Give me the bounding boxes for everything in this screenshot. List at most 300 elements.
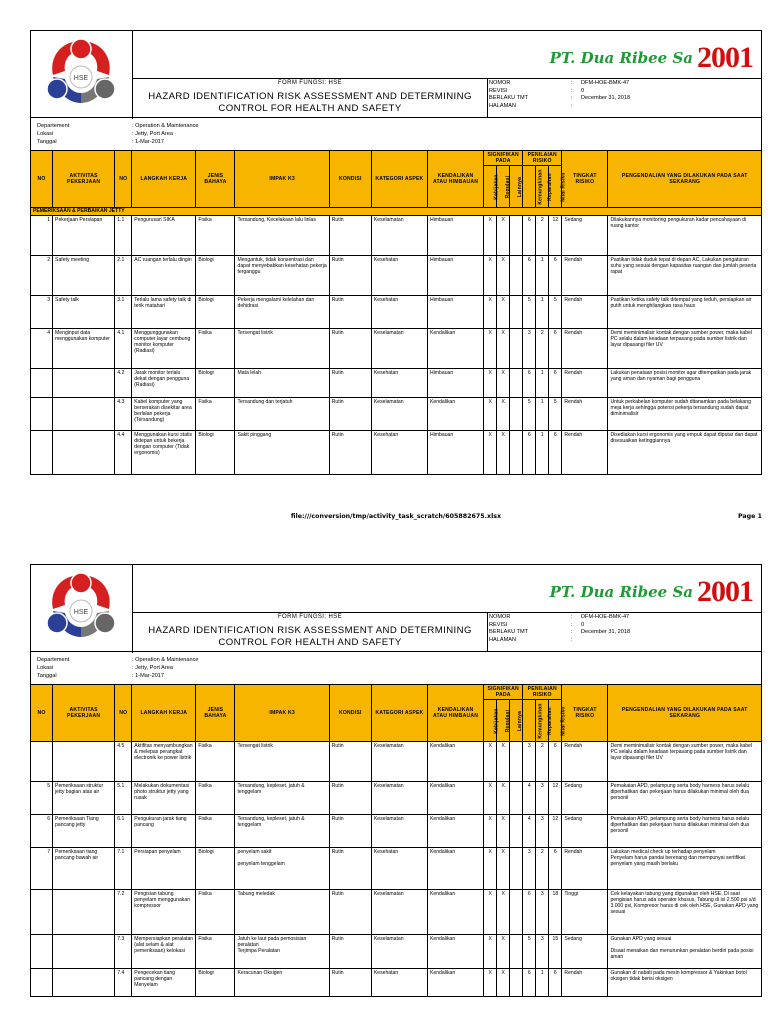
- cell-nr: 6: [549, 431, 562, 475]
- cell-rg: X: [497, 398, 510, 431]
- cell-impak: Keracunan Oksigen: [235, 969, 329, 997]
- cell-kategori: Keselamatan: [371, 398, 427, 431]
- cell-ln: [510, 329, 523, 369]
- col-impak: IMPAK K3: [235, 151, 329, 208]
- cell-nr: 6: [549, 848, 562, 890]
- col-kebijakan: Kebijakan: [484, 166, 497, 208]
- cell-tingkat: Rendah: [562, 296, 608, 329]
- cell-rg: X: [497, 815, 510, 848]
- table-row: [31, 398, 762, 431]
- table-row: [31, 329, 762, 369]
- col-regulasi: Regulasi: [497, 166, 510, 208]
- cell-kp: 1: [536, 969, 549, 997]
- cell-ln: [510, 398, 523, 431]
- cell-nr: 5: [549, 296, 562, 329]
- col-nilai: Nilai Risiko: [549, 166, 562, 208]
- cell-tingkat: Rendah: [562, 329, 608, 369]
- cell-nr: 12: [549, 815, 562, 848]
- cell-km: 3: [523, 742, 536, 782]
- cell-jenis: Biologi: [196, 256, 235, 296]
- cell-kategori: Keselamatan: [371, 815, 427, 848]
- cell-kb: X: [484, 890, 497, 935]
- cell-tingkat: Sedang: [562, 216, 608, 256]
- cell-no: 6: [31, 815, 53, 848]
- col-tingkat: TINGKAT RISIKO: [562, 685, 608, 742]
- cell-km: 6: [523, 969, 536, 997]
- cell-kendali: Kendalikan: [427, 890, 483, 935]
- cell-rg: X: [497, 296, 510, 329]
- table-row: [31, 782, 762, 815]
- info-block: Departement : Operation & Maintenance Lokasi : Jetty, Port Area Tanggal : 1-Mar-2017: [30, 652, 762, 712]
- form-header: [30, 564, 762, 652]
- cell-jenis: Biologi: [196, 969, 235, 997]
- col-langkah: LANGKAH KERJA: [132, 151, 196, 208]
- col-jenis: JENIS BAHAYA: [196, 685, 235, 742]
- cell-jenis: Biologi: [196, 848, 235, 890]
- cell-kendali: Kendalikan: [427, 398, 483, 431]
- cell-jenis: Fisika: [196, 782, 235, 815]
- cell-sub: 1.1: [115, 216, 132, 256]
- cell-kondisi: Rutin: [329, 329, 371, 369]
- cell-nr: 5: [549, 398, 562, 431]
- cell-no: [31, 369, 53, 398]
- cell-kendali: Himbauan: [427, 431, 483, 475]
- cell-rg: X: [497, 369, 510, 398]
- cell-kategori: Kesehatan: [371, 256, 427, 296]
- cell-kondisi: Rutin: [329, 256, 371, 296]
- cell-tingkat: Sedang: [562, 935, 608, 969]
- cell-impak: Mata lelah: [235, 369, 329, 398]
- cell-rg: X: [497, 329, 510, 369]
- cell-tingkat: Rendah: [562, 256, 608, 296]
- cell-tingkat: Sedang: [562, 815, 608, 848]
- cell-aktivitas: [53, 890, 115, 935]
- info-block: Departement : Operation & Maintenance Lokasi : Jetty, Port Area Tanggal : 1-Mar-2017: [30, 118, 762, 178]
- cell-ln: [510, 935, 523, 969]
- cell-kendali: Kendalikan: [427, 329, 483, 369]
- col-kondisi: KONDISI: [329, 685, 371, 742]
- cell-kendali: Himbauan: [427, 369, 483, 398]
- cell-impak: Tersandung dan terjatuh: [235, 398, 329, 431]
- cell-kendali: Himbauan: [427, 296, 483, 329]
- col-keparahan: Keparahan: [536, 166, 549, 208]
- cell-langkah: Pengecekan tiang pancang dengan Menyelam: [132, 969, 196, 997]
- cell-pengendalian: Pemakaian APD, pelampung serta body harness harus selalu diperhatikan dan pekerjaan harus dilakukan minimal oleh dua personil: [608, 782, 762, 815]
- cell-langkah: Kabel komputer yang berserakan disekitar area berlalan pekerja (Tersandung): [132, 398, 196, 431]
- cell-no: 1: [31, 216, 53, 256]
- cell-ln: [510, 256, 523, 296]
- cell-kp: 2: [536, 216, 549, 256]
- cell-aktivitas: [53, 742, 115, 782]
- svg-text:HSE: HSE: [73, 609, 89, 616]
- cell-kondisi: Rutin: [329, 296, 371, 329]
- cell-jenis: Biologi: [196, 369, 235, 398]
- cell-kategori: Keselamatan: [371, 890, 427, 935]
- document-meta: NOMOR : DFM-HOE-BMK-47 REVISI : 0 BERLAKU TMT : December 31, 2018 HALAMAN :: [489, 614, 631, 643]
- sheet-page-1: [30, 30, 762, 530]
- cell-kb: X: [484, 216, 497, 256]
- cell-kp: 1: [536, 296, 549, 329]
- cell-pengendalian: Pastikan ketika safety talk ditempat yang teduh, persiapkan air putih untuk menghilangkan rasa haus: [608, 296, 762, 329]
- cell-no: [31, 398, 53, 431]
- cell-langkah: Persiapan penyelam: [132, 848, 196, 890]
- col-no: NO: [31, 685, 53, 742]
- cell-kondisi: Rutin: [329, 398, 371, 431]
- cell-kb: X: [484, 296, 497, 329]
- cell-tingkat: Rendah: [562, 398, 608, 431]
- cell-sub: 6.1: [115, 815, 132, 848]
- cell-kategori: Kesehatan: [371, 848, 427, 890]
- cell-no: 2: [31, 256, 53, 296]
- cell-pengendalian: Cek kelayakan tabung yang digunakan oleh HSE, Di saat pengisian harus ada operator khusus, Tabung di isi 2.500 psi s/d 3.000 psi, Kompresor harus di cek oleh HSE, Gunakan APD yang sesuai: [608, 890, 762, 935]
- cell-jenis: Biologi: [196, 296, 235, 329]
- document-title: HAZARD IDENTIFICATION RISK ASSESSMENT AND DETERMINING CONTROL FOR HEALTH AND SAFETY: [148, 625, 472, 648]
- cell-km: 4: [523, 815, 536, 848]
- form-label: FORM FUNGSI: HSE: [277, 80, 343, 86]
- cell-kb: X: [484, 742, 497, 782]
- cell-kp: 3: [536, 890, 549, 935]
- cell-sub: 4.4: [115, 431, 132, 475]
- cell-km: 4: [523, 782, 536, 815]
- cell-no: 3: [31, 296, 53, 329]
- cell-sub: 2.1: [115, 256, 132, 296]
- col-kebijakan: Kebijakan: [484, 700, 497, 742]
- document-meta: NOMOR : DFM-HOE-BMK-47 REVISI : 0 BERLAKU TMT : December 31, 2018 HALAMAN :: [489, 80, 631, 109]
- col-kemungkinan: Kemungkinan: [523, 700, 536, 742]
- cell-sub: 7.3: [115, 935, 132, 969]
- col-langkah: LANGKAH KERJA: [132, 685, 196, 742]
- cell-nr: 6: [549, 256, 562, 296]
- col-penilaian: PENILAIAN RISIKO: [523, 685, 562, 700]
- cell-rg: X: [497, 782, 510, 815]
- cell-km: 6: [523, 431, 536, 475]
- cell-kondisi: Rutin: [329, 890, 371, 935]
- cell-kategori: Kesehatan: [371, 369, 427, 398]
- table-row: [31, 815, 762, 848]
- cell-kp: 2: [536, 329, 549, 369]
- col-no-langkah: NO: [115, 151, 132, 208]
- cell-sub: 4.1: [115, 329, 132, 369]
- cell-langkah: Pengisian tabung penyelam menggunakan kompressor: [132, 890, 196, 935]
- cell-kp: 3: [536, 782, 549, 815]
- cell-ln: [510, 890, 523, 935]
- cell-kategori: Keselamatan: [371, 742, 427, 782]
- cell-langkah: Melakukan dokumentasi photo struktur jetty yang rusak: [132, 782, 196, 815]
- cell-aktivitas: [53, 398, 115, 431]
- cell-kp: 3: [536, 935, 549, 969]
- cell-nr: 6: [549, 329, 562, 369]
- cell-nr: 6: [549, 742, 562, 782]
- col-tingkat: TINGKAT RISIKO: [562, 151, 608, 208]
- cell-pengendalian: Pemakaian APD, pelampung serta body harness harus selalu diperhatikan dan pekerjaan harus dilakukan minimal oleh dua personil: [608, 815, 762, 848]
- document-title: HAZARD IDENTIFICATION RISK ASSESSMENT AND DETERMINING CONTROL FOR HEALTH AND SAFETY: [148, 91, 472, 114]
- cell-kategori: Keselamatan: [371, 329, 427, 369]
- cell-impak: Sakit pinggang: [235, 431, 329, 475]
- cell-rg: X: [497, 742, 510, 782]
- cell-aktivitas: Safety talk: [53, 296, 115, 329]
- section-row: [31, 208, 762, 216]
- cell-aktivitas: [53, 935, 115, 969]
- form-label: FORM FUNGSI: HSE: [277, 614, 343, 620]
- cell-kp: 2: [536, 848, 549, 890]
- cell-rg: X: [497, 890, 510, 935]
- table-row: [31, 890, 762, 935]
- cell-langkah: AC ruangan terlalu dingin: [132, 256, 196, 296]
- col-keparahan: Keparahan: [536, 700, 549, 742]
- cell-langkah: Jarak monitor terlalu dekat dengan pengguna (Radiasi): [132, 369, 196, 398]
- cell-jenis: Fisika: [196, 815, 235, 848]
- cell-kp: 2: [536, 742, 549, 782]
- cell-aktivitas: [53, 369, 115, 398]
- cell-kondisi: Rutin: [329, 935, 371, 969]
- cell-pengendalian: Gunakan APD yang sesuai Disaat menaikan dan menurunkan peralatan berdiri pada posisi aman: [608, 935, 762, 969]
- cell-tingkat: Rendah: [562, 848, 608, 890]
- cell-jenis: Biologi: [196, 431, 235, 475]
- cell-sub: 7.2: [115, 890, 132, 935]
- cell-kendali: Himbauan: [427, 216, 483, 256]
- col-kemungkinan: Kemungkinan: [523, 166, 536, 208]
- cell-kendali: Kendalikan: [427, 815, 483, 848]
- cell-rg: X: [497, 431, 510, 475]
- table-row: [31, 848, 762, 890]
- cell-nr: 6: [549, 969, 562, 997]
- cell-kategori: Keselamatan: [371, 216, 427, 256]
- cell-km: 6: [523, 216, 536, 256]
- table-row: [31, 431, 762, 475]
- cell-ln: [510, 431, 523, 475]
- cell-kendali: Kendalikan: [427, 848, 483, 890]
- cell-kp: 1: [536, 398, 549, 431]
- cell-ln: [510, 369, 523, 398]
- cell-kb: X: [484, 782, 497, 815]
- cell-ln: [510, 848, 523, 890]
- cell-impak: Pekerja mengalami kelelahan dan dehidrasi: [235, 296, 329, 329]
- cell-no: 4: [31, 329, 53, 369]
- col-aktivitas: AKTIVITAS PEKERJAAN: [53, 151, 115, 208]
- company-name: PT. Dua Ribee Sa 2001: [549, 575, 753, 608]
- company-name: PT. Dua Ribee Sa 2001: [549, 41, 753, 74]
- cell-kondisi: Rutin: [329, 815, 371, 848]
- cell-pengendalian: Demi meminimalisir kontak dengan sumber power, maka kabel PC selalu dalam keadaan terpasang pada sumber listrik dan layar dipasangi filer UV: [608, 329, 762, 369]
- cell-pengendalian: Lakukan medical check up terhadap penyelam Penyelam harus pandai berenang dan mempunyai sertifikat penyelam yang masih berlaku: [608, 848, 762, 890]
- cell-kb: X: [484, 329, 497, 369]
- page-number: Page 1: [737, 513, 762, 520]
- cell-kb: X: [484, 431, 497, 475]
- cell-rg: X: [497, 256, 510, 296]
- cell-jenis: Fisika: [196, 398, 235, 431]
- cell-aktivitas: Pemeriksaan Tiang pancang jetty: [53, 815, 115, 848]
- col-nilai: Nilai Risiko: [549, 700, 562, 742]
- cell-aktivitas: Pemeriksaan struktur jetty bagian atas air: [53, 782, 115, 815]
- col-jenis: JENIS BAHAYA: [196, 151, 235, 208]
- cell-km: 6: [523, 369, 536, 398]
- cell-kb: X: [484, 398, 497, 431]
- col-pengendalian: PENGENDALIAN YANG DILAKUKAN PADA SAAT SEKARANG: [608, 151, 762, 208]
- cell-jenis: Fisika: [196, 742, 235, 782]
- cell-kendali: Kendalikan: [427, 969, 483, 997]
- cell-kp: 1: [536, 431, 549, 475]
- cell-aktivitas: Pekerjaan Persiapan: [53, 216, 115, 256]
- cell-impak: Mengantuk, tidak konsentrasi dan dapat menyebabkan kesehatan pekerja terganggu: [235, 256, 329, 296]
- col-kondisi: KONDISI: [329, 151, 371, 208]
- cell-aktivitas: Menginput data menggunakan komputer: [53, 329, 115, 369]
- col-no-langkah: NO: [115, 685, 132, 742]
- cell-jenis: Fisika: [196, 216, 235, 256]
- cell-rg: X: [497, 216, 510, 256]
- cell-kendali: Himbauan: [427, 256, 483, 296]
- col-kategori: KATEGORI ASPEK: [371, 151, 427, 208]
- cell-ln: [510, 742, 523, 782]
- table-row: [31, 369, 762, 398]
- table-row: [31, 256, 762, 296]
- col-impak: IMPAK K3: [235, 685, 329, 742]
- cell-kategori: Keselamatan: [371, 935, 427, 969]
- cell-ln: [510, 296, 523, 329]
- cell-pengendalian: Disediakan kursi ergonomis yang empuk dapat diputar dan dapat disesuaikan ketinggiannya: [608, 431, 762, 475]
- cell-km: 3: [523, 329, 536, 369]
- cell-langkah: Terlalu lama safety talk di terik matahari: [132, 296, 196, 329]
- cell-pengendalian: Pastikan tidak duduk tepat di depan AC, Lakukan pengaturan suhu yang sesuai dengan kapasitas ruangan dan jumlah peserta rapat: [608, 256, 762, 296]
- cell-nr: 15: [549, 935, 562, 969]
- cell-sub: 4.3: [115, 398, 132, 431]
- cell-kondisi: Rutin: [329, 782, 371, 815]
- cell-aktivitas: [53, 969, 115, 997]
- cell-langkah: Mempersiapkan peralatan (alat selam & alat pemeriksaan) kelokasi: [132, 935, 196, 969]
- svg-text:HSE: HSE: [73, 75, 89, 82]
- sheet-page-2: [30, 564, 762, 1024]
- col-signifikan: SIGNIFIKAN PADA: [484, 151, 523, 166]
- cell-kb: X: [484, 935, 497, 969]
- cell-kp: 3: [536, 815, 549, 848]
- cell-langkah: Pengurusan SIKA: [132, 216, 196, 256]
- cell-pengendalian: Gunakan di nabati pada mesin kompressor & Yakinkan botol oksigen tidak berisi oksigen: [608, 969, 762, 997]
- cell-langkah: Aktifitas menyambungkan & melepas perangkat electronik ke power listrik: [132, 742, 196, 782]
- table-row: [31, 296, 762, 329]
- cell-kb: X: [484, 815, 497, 848]
- cell-kb: X: [484, 969, 497, 997]
- col-lainnya: Lainnya: [510, 700, 523, 742]
- cell-kategori: Kesehatan: [371, 431, 427, 475]
- cell-impak: penyelam sakit penyelam tenggelam: [235, 848, 329, 890]
- cell-tingkat: Tinggi: [562, 890, 608, 935]
- cell-kb: X: [484, 369, 497, 398]
- cell-impak: Tabung meledak: [235, 890, 329, 935]
- cell-jenis: Fisika: [196, 935, 235, 969]
- cell-ln: [510, 969, 523, 997]
- col-pengendalian: PENGENDALIAN YANG DILAKUKAN PADA SAAT SEKARANG: [608, 685, 762, 742]
- form-header: [30, 30, 762, 118]
- cell-kp: 1: [536, 256, 549, 296]
- cell-jenis: Fisika: [196, 890, 235, 935]
- cell-kp: 1: [536, 369, 549, 398]
- cell-rg: X: [497, 848, 510, 890]
- cell-ln: [510, 815, 523, 848]
- cell-no: [31, 431, 53, 475]
- cell-ln: [510, 216, 523, 256]
- cell-impak: Jatuh ke laut pada pemosisian peralatan Terjimpa Peralatan: [235, 935, 329, 969]
- cell-langkah: Menggunggunakan computer layar cembung monitor komputer (Radiasi): [132, 329, 196, 369]
- col-penilaian: PENILAIAN RISIKO: [523, 151, 562, 166]
- hse-logo: [31, 31, 133, 119]
- section-title: PEMERIKSAAN & PERBAIKAN JETTY: [31, 208, 762, 216]
- cell-kategori: Kesehatan: [371, 969, 427, 997]
- cell-rg: X: [497, 969, 510, 997]
- hazard-table: [30, 684, 762, 997]
- col-signifikan: SIGNIFIKAN PADA: [484, 685, 523, 700]
- cell-kendali: Kendalikan: [427, 742, 483, 782]
- cell-kondisi: Rutin: [329, 369, 371, 398]
- col-kategori: KATEGORI ASPEK: [371, 685, 427, 742]
- cell-ln: [510, 782, 523, 815]
- cell-km: 6: [523, 256, 536, 296]
- cell-impak: Tersengat listrik: [235, 742, 329, 782]
- cell-aktivitas: Safety meeting: [53, 256, 115, 296]
- cell-kondisi: Rutin: [329, 431, 371, 475]
- cell-pengendalian: Demi meminimalisir kontak dengan sumber power, maka kabel PC selalu dalam keadaan terpasang pada sumber listrik dan layar dipasangi filer UV: [608, 742, 762, 782]
- cell-km: 6: [523, 890, 536, 935]
- cell-no: [31, 935, 53, 969]
- table-row: [31, 216, 762, 256]
- cell-langkah: Menggunakan kursi statis didepan untuk bekerja dengan computer (Tidak ergonomis): [132, 431, 196, 475]
- cell-nr: 6: [549, 369, 562, 398]
- hazard-table: [30, 150, 762, 475]
- file-path: file:///conversion/tmp/activity_task_scratch/605882675.xlsx: [290, 513, 502, 520]
- page-footer: [30, 513, 762, 525]
- cell-langkah: Pengukuran jarak tiang pancang: [132, 815, 196, 848]
- cell-nr: 12: [549, 782, 562, 815]
- cell-no: [31, 890, 53, 935]
- cell-kategori: Keselamatan: [371, 782, 427, 815]
- col-kendalikan: KENDALIKAN ATAU HIMBAUAN: [427, 151, 483, 208]
- cell-pengendalian: Dilakukannya monitoring pengukuran kadar pencahayaan di ruang kantor: [608, 216, 762, 256]
- cell-pengendalian: Untuk perkabelan komputer sudah ditanamkan pada belakang meja kerja sehingga potensi pekerja tersandung sudah dapat diminimalisir: [608, 398, 762, 431]
- cell-km: 5: [523, 935, 536, 969]
- cell-km: 5: [523, 296, 536, 329]
- col-regulasi: Regulasi: [497, 700, 510, 742]
- cell-nr: 18: [549, 890, 562, 935]
- cell-no: 5: [31, 782, 53, 815]
- cell-kendali: Kendalikan: [427, 782, 483, 815]
- cell-aktivitas: [53, 431, 115, 475]
- cell-aktivitas: Pemeriksaan tiang pancang bawah air: [53, 848, 115, 890]
- cell-sub: 4.2: [115, 369, 132, 398]
- cell-jenis: Fisika: [196, 329, 235, 369]
- cell-kondisi: Rutin: [329, 216, 371, 256]
- cell-sub: 5.1: [115, 782, 132, 815]
- table-row: [31, 935, 762, 969]
- cell-impak: Tersandung, Kecelakaan lalu linlas: [235, 216, 329, 256]
- cell-no: [31, 742, 53, 782]
- cell-kb: X: [484, 256, 497, 296]
- cell-sub: 3.1: [115, 296, 132, 329]
- cell-tingkat: Sedang: [562, 782, 608, 815]
- cell-no: [31, 969, 53, 997]
- cell-kondisi: Rutin: [329, 969, 371, 997]
- cell-tingkat: Rendah: [562, 742, 608, 782]
- col-kendalikan: KENDALIKAN ATAU HIMBAUAN: [427, 685, 483, 742]
- cell-impak: Tersandung, kepleset, jatuh & tenggelam: [235, 815, 329, 848]
- hse-logo: [31, 565, 133, 653]
- cell-sub: 7.4: [115, 969, 132, 997]
- col-no: NO: [31, 151, 53, 208]
- cell-tingkat: Rendah: [562, 431, 608, 475]
- col-lainnya: Lainnya: [510, 166, 523, 208]
- cell-tingkat: Rendah: [562, 969, 608, 997]
- cell-kendali: Kendalikan: [427, 935, 483, 969]
- table-row: [31, 969, 762, 997]
- cell-impak: Tersandung, kepleset, jatuh & tenggelam: [235, 782, 329, 815]
- cell-tingkat: Rendah: [562, 369, 608, 398]
